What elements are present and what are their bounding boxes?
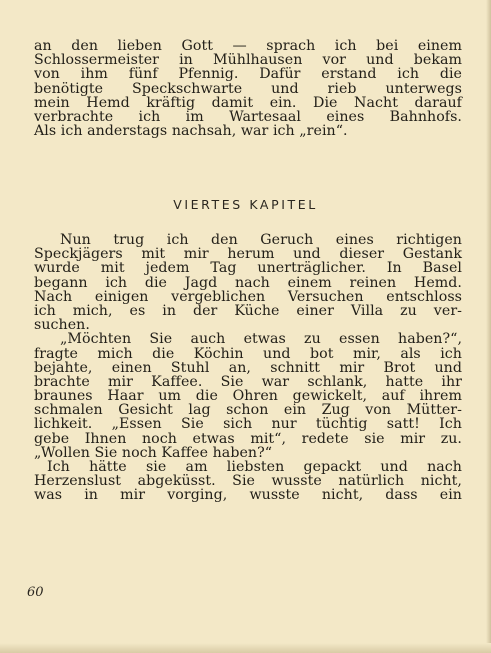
- text-line: Speckjägers mit mir herum und dieser Gestank: [34, 246, 462, 263]
- text-line: ich mich, es in der Küche einer Villa zu ver-: [34, 302, 462, 319]
- text-line: von ihm fünf Pfennig. Dafür erstand ich die: [34, 66, 462, 83]
- page-bottom-shadow: [0, 643, 491, 653]
- text-line: schmalen Gesicht lag schon ein Zug von Mütter-: [34, 402, 462, 419]
- text-line: „Wollen Sie noch Kaffee haben?“: [34, 444, 273, 461]
- text-line: bejahte, einen Stuhl an, schnitt mir Brot und: [34, 359, 462, 376]
- text-line: fragte mich die Köchin und bot mir, als ich: [34, 345, 462, 362]
- text-line: Herzenslust abgeküsst. Sie wusste natürlich nicht,: [34, 473, 462, 490]
- text-line: Als ich anderstags nachsah, war ich „rein“.: [34, 123, 348, 140]
- text-line: Nun trug ich den Geruch eines richtigen: [60, 232, 462, 248]
- text-line: „Möchten Sie auch etwas zu essen haben?“,: [60, 331, 462, 348]
- text-line: verbrachte ich im Wartesaal eines Bahnhofs.: [34, 108, 462, 125]
- text-line: gebe Ihnen noch etwas mit“, redete sie mir zu.: [34, 430, 462, 447]
- text-line: an den lieben Gott — sprach ich bei einem: [34, 38, 462, 54]
- paragraph-2: [34, 233, 462, 503]
- page-edge-shadow: [486, 0, 491, 653]
- text-line: brachte mir Kaffee. Sie war schlank, hatte ihr: [34, 373, 462, 390]
- chapter-heading: VIERTES KAPITEL: [173, 197, 318, 212]
- page-number: 60: [27, 585, 44, 600]
- text-line: braunes Haar um die Ohren gewickelt, auf ihrem: [34, 388, 462, 405]
- text-line: begann ich die Jagd nach einem reinen Hemd.: [34, 274, 462, 291]
- text-line: Schlossermeister in Mühlhausen vor und bekam: [34, 52, 462, 69]
- text-line: Nach einigen vergeblichen Versuchen entschloss: [34, 288, 462, 305]
- text-line: was in mir vorging, wusste nicht, dass ein: [34, 487, 462, 504]
- text-line: suchen.: [34, 317, 90, 334]
- text-line: mein Hemd kräftig damit ein. Die Nacht darauf: [34, 94, 462, 111]
- text-line: lichkeit. „Essen Sie sich nur tüchtig satt! Ich: [34, 416, 462, 433]
- text-line: wurde mit jedem Tag unerträglicher. In Basel: [34, 260, 462, 277]
- paragraph-1: [34, 39, 462, 138]
- text-line: Ich hätte sie am liebsten gepackt und nach: [47, 459, 462, 475]
- text-line: benötigte Speckschwarte und rieb unterwegs: [34, 80, 462, 97]
